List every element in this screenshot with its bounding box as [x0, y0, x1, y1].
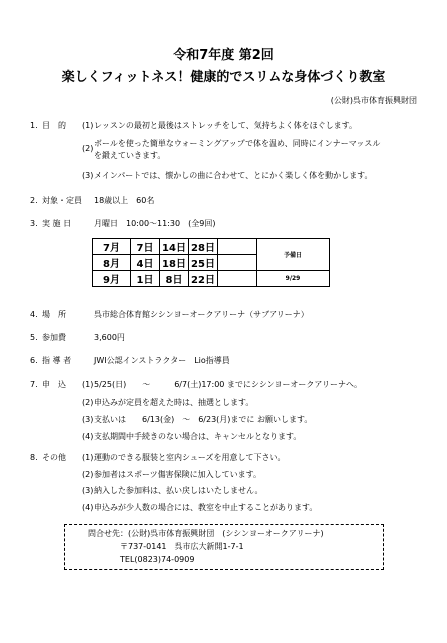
- sec1-item2-num: (2): [82, 144, 94, 153]
- date-cell: 28日: [189, 239, 218, 255]
- sec7-number: 7.: [30, 380, 38, 389]
- sec8-item4-num: (4): [82, 503, 94, 512]
- date-cell: 22日: [189, 271, 218, 287]
- title-line-1: 令和7年度 第2回: [173, 48, 274, 63]
- sec3-label: 実 施 日: [42, 219, 72, 228]
- sec8-label: その他: [42, 453, 66, 462]
- empty-cell: [218, 255, 257, 271]
- reserve-label: 予備日: [257, 239, 330, 271]
- date-cell: 25日: [189, 255, 218, 271]
- sec1-item1-num: (1): [82, 121, 94, 130]
- contact-line-2: 〒737-0141 呉市広大新開1-7-1: [120, 542, 244, 551]
- sec1-item2-text2: を鍛えていきます。: [94, 151, 166, 160]
- sec5-value: 3,600円: [94, 333, 125, 342]
- date-cell: 18日: [160, 255, 189, 271]
- sec8-item2-num: (2): [82, 470, 94, 479]
- sec8-item4-text: 申込みが少人数の場合には、教室を中止することがあります。: [94, 503, 318, 512]
- sec1-item2-text1: ボールを使った簡単なウォーミングアップで体を温め、同時にインナーマッスル: [94, 139, 381, 148]
- organizer: (公財)呉市体育振興財団: [330, 96, 417, 105]
- sec2-value: 18歳以上 60名: [94, 196, 155, 205]
- sec1-item3-text: メインパートでは、懐かしの曲に合わせて、とにかく楽しく体を動かします。: [94, 171, 373, 180]
- date-cell: 14日: [160, 239, 189, 255]
- sec8-item3-num: (3): [82, 486, 94, 495]
- sec1-item1-text: レッスンの最初と最後はストレッチをして、気持ちよく体をほぐします。: [94, 121, 358, 130]
- sec1-item3-num: (3): [82, 171, 94, 180]
- sec8-item1-num: (1): [82, 453, 94, 462]
- title-line-2: 楽しくフィットネス！健康的でスリムな身体づくり教室: [61, 70, 386, 85]
- month-cell: 8月: [93, 255, 131, 271]
- contact-line-1: 問合せ先：(公財)呉市体育振興財団 (シシンヨーオークアリーナ): [88, 529, 324, 538]
- sec6-number: 6.: [30, 356, 38, 365]
- table-row: [93, 271, 330, 287]
- sec4-value: 呉市総合体育館シシンヨーオークアリーナ（サブアリーナ）: [94, 310, 309, 319]
- sec3-value: 月曜日 10:00～11:30 (全9回): [94, 219, 216, 228]
- sec7-item1-text: 5/25(日) ～ 6/7(土)17:00 までにシシンヨーオークアリーナへ。: [94, 380, 363, 389]
- sec6-label: 指 導 者: [42, 356, 72, 365]
- sec4-number: 4.: [30, 310, 38, 319]
- sec8-item1-text: 運動のできる服装と室内シューズを用意して下さい。: [94, 453, 286, 462]
- sec7-item2-num: (2): [82, 398, 94, 407]
- sec1-number: 1.: [30, 121, 38, 130]
- sec4-label: 場 所: [42, 310, 66, 319]
- sec8-number: 8.: [30, 453, 38, 462]
- sec7-item3-num: (3): [82, 415, 94, 424]
- sec6-value: JWI公認インストラクター Lio指導員: [94, 356, 230, 365]
- sec7-item4-text: 支払期間中手続きのない場合は、キャンセルとなります。: [94, 432, 302, 441]
- date-cell: 8日: [160, 271, 189, 287]
- sec2-number: 2.: [30, 196, 38, 205]
- sec3-number: 3.: [30, 219, 38, 228]
- month-cell: 7月: [93, 239, 131, 255]
- sec7-label: 申 込: [42, 380, 66, 389]
- contact-line-3: TEL(0823)74-0909: [120, 555, 195, 564]
- schedule-table: [92, 238, 330, 287]
- reserve-date: 9/29: [257, 271, 330, 287]
- sec8-item3-text: 納入した参加料は、払い戻しはいたしません。: [94, 486, 263, 495]
- sec8-item2-text: 参加者はスポーツ傷害保険に加入しています。: [94, 470, 262, 479]
- sec7-item1-num: (1): [82, 380, 94, 389]
- sec5-label: 参加費: [42, 333, 66, 342]
- date-cell: 4日: [131, 255, 160, 271]
- sec1-label: 目 的: [42, 121, 66, 130]
- sec5-number: 5.: [30, 333, 38, 342]
- date-cell: 1日: [131, 271, 160, 287]
- table-row: [93, 239, 330, 255]
- sec7-item2-text: 申込みが定員を超えた時は、抽選とします。: [94, 398, 254, 407]
- empty-cell: [218, 239, 257, 255]
- sec7-item3-text: 支払いは 6/13(金) ～ 6/23(月)までに お願いします。: [94, 415, 313, 424]
- month-cell: 9月: [93, 271, 131, 287]
- empty-cell: [218, 271, 257, 287]
- sec2-label: 対象・定員: [42, 196, 82, 205]
- date-cell: 7日: [131, 239, 160, 255]
- sec7-item4-num: (4): [82, 432, 94, 441]
